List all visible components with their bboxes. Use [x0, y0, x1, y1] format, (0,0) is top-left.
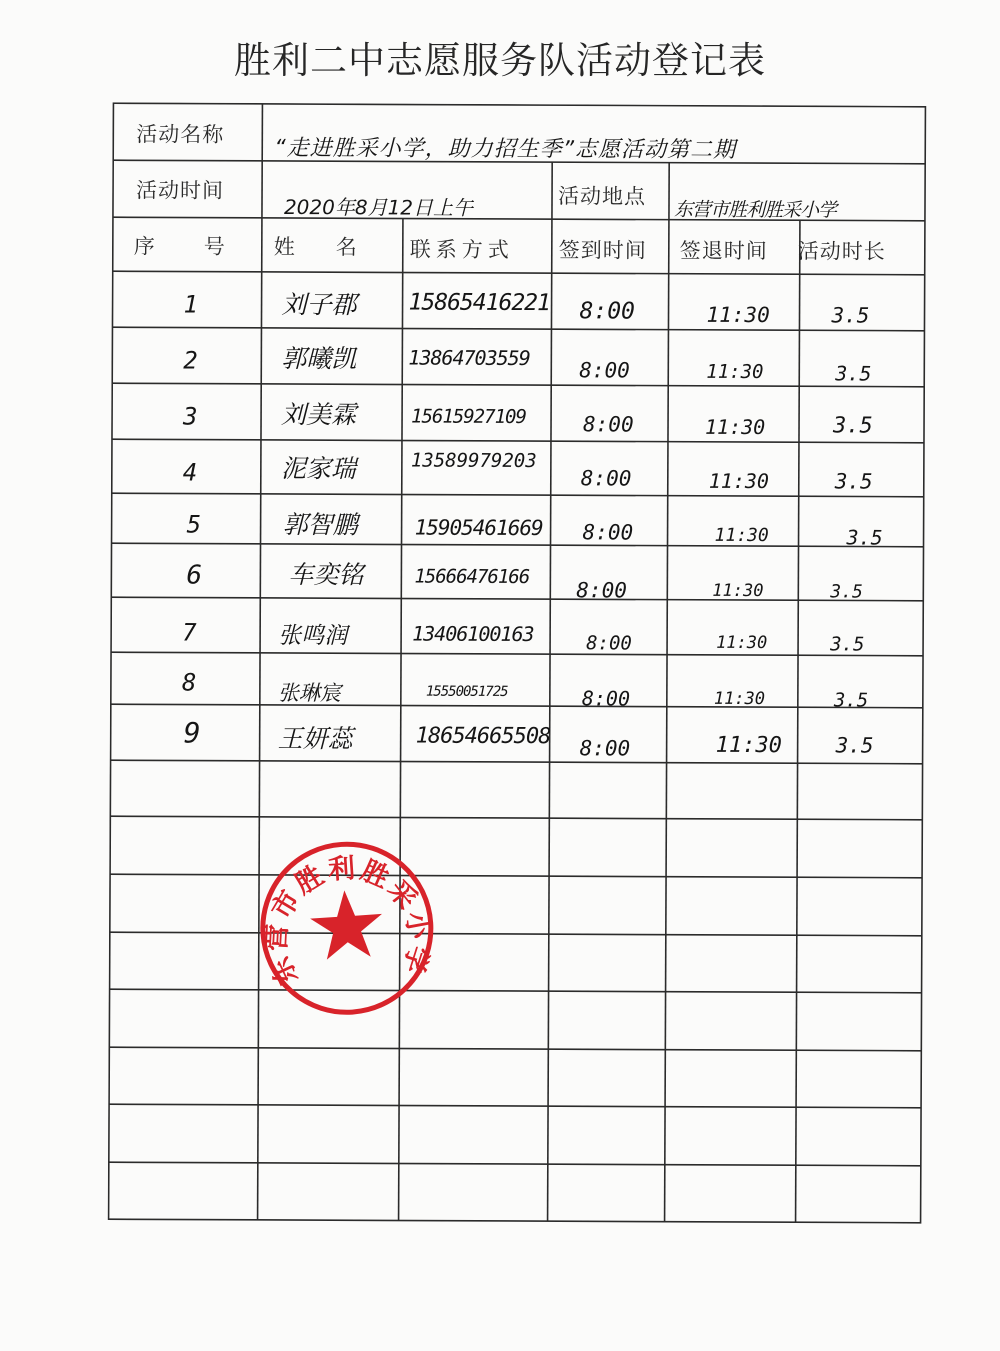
column-header-sign-out: 签退时间	[679, 238, 768, 264]
row-sign-out: 11:30	[708, 468, 770, 494]
label-activity-name: 活动名称	[136, 122, 225, 147]
row-duration: 3.5	[835, 361, 872, 386]
column-header-name: 姓 名	[273, 234, 367, 260]
row-name: 泥家瑞	[280, 453, 356, 484]
row-phone: 13864703559	[408, 345, 530, 371]
row-sign-out: 11:30	[712, 580, 764, 602]
row-sign-in: 8:00	[580, 466, 632, 491]
activity-time-value: 2020年8月12日上午	[283, 194, 474, 220]
row-name: 车奕铭	[288, 559, 364, 590]
row-sign-in: 8:00	[582, 412, 634, 437]
seal-text: 东营市胜利胜采小学	[260, 852, 435, 990]
column-header-duration: 活动时长	[797, 239, 886, 264]
row-number: 7	[182, 618, 197, 647]
row-sign-out: 11:30	[714, 524, 769, 547]
label-activity-time: 活动时间	[136, 178, 225, 203]
row-sign-in: 8:00	[581, 686, 631, 711]
row-name: 张琳宸	[277, 680, 341, 706]
row-duration: 3.5	[835, 733, 874, 758]
official-seal	[251, 833, 442, 1024]
table-grid	[108, 102, 928, 1226]
form-title: 胜利二中志愿服务队活动登记表	[234, 39, 766, 82]
row-duration: 3.5	[830, 581, 863, 603]
row-sign-in: 8:00	[579, 736, 631, 761]
row-phone: 15666476166	[414, 565, 530, 589]
row-phone: 15905461669	[414, 515, 543, 541]
row-number: 4	[182, 458, 198, 487]
label-activity-place: 活动地点	[557, 184, 647, 209]
row-duration: 3.5	[832, 413, 873, 439]
star-icon	[308, 888, 384, 961]
row-number: 2	[183, 346, 198, 375]
row-name: 刘美霖	[281, 399, 357, 430]
row-phone: 15615927109	[411, 405, 526, 429]
row-name: 张鸣润	[278, 622, 348, 650]
row-sign-in: 8:00	[579, 358, 630, 383]
row-number: 6	[186, 560, 203, 591]
row-sign-in: 8:00	[582, 520, 634, 545]
column-header-number: 序 号	[133, 234, 239, 259]
row-phone: 13589979203	[410, 449, 537, 473]
column-header-phone: 联系方式	[409, 237, 514, 262]
row-sign-in: 8:00	[576, 578, 627, 603]
row-sign-out: 11:30	[706, 360, 764, 384]
row-sign-in: 8:00	[579, 298, 635, 325]
row-sign-out: 11:30	[704, 414, 766, 440]
row-name: 王妍蕊	[277, 723, 353, 754]
row-sign-in: 8:00	[586, 632, 632, 655]
row-name: 刘子郡	[281, 289, 357, 320]
row-duration: 3.5	[846, 525, 883, 550]
registration-form	[108, 102, 928, 1226]
row-sign-out: 11:30	[706, 302, 770, 328]
row-number: 3	[183, 402, 198, 431]
row-name: 郭智鹏	[282, 509, 358, 540]
row-phone: 15550051725	[425, 683, 508, 700]
row-phone: 15865416221	[408, 289, 550, 317]
row-duration: 3.5	[833, 689, 869, 712]
row-duration: 3.5	[834, 469, 873, 494]
activity-place-value: 东营市胜利胜采小学	[673, 198, 837, 222]
row-number: 8	[181, 668, 197, 697]
row-phone: 18654665508	[415, 723, 551, 750]
row-number: 9	[183, 716, 201, 750]
row-phone: 13406100163	[412, 621, 534, 647]
row-sign-out: 11:30	[713, 688, 766, 710]
row-number: 1	[183, 290, 199, 319]
row-duration: 3.5	[831, 303, 870, 328]
row-sign-out: 11:30	[716, 632, 768, 654]
activity-name-value: “走进胜采小学，助力招生季”志愿活动第二期	[274, 135, 737, 163]
column-header-sign-in: 签到时间	[558, 238, 647, 263]
row-duration: 3.5	[830, 633, 865, 656]
row-name: 郭曦凯	[281, 343, 357, 374]
row-sign-out: 11:30	[715, 732, 782, 759]
row-number: 5	[186, 510, 202, 539]
